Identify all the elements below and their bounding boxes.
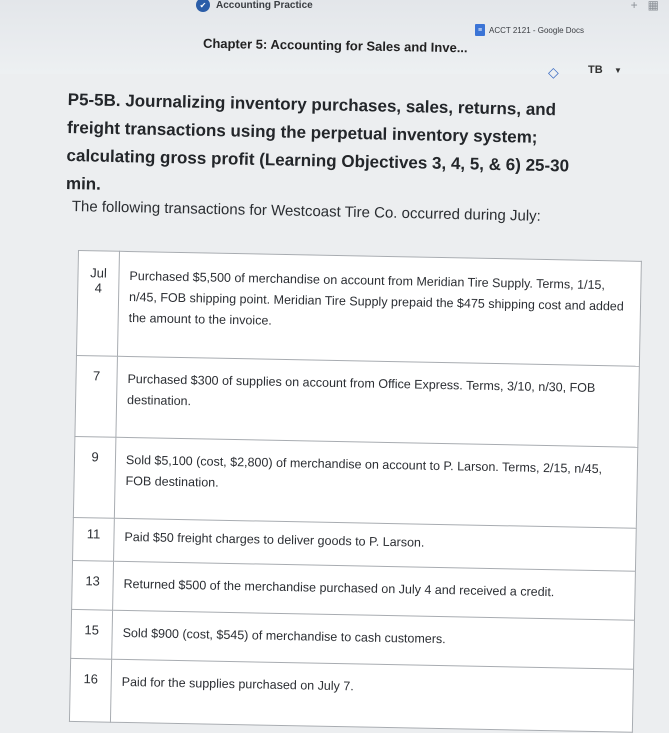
date-cell	[69, 658, 111, 722]
date-cell	[76, 251, 119, 357]
app-tab-label: Accounting Practice	[216, 0, 313, 11]
description-cell: Returned $500 of the merchandise purchased on July 4 and received a credit.	[113, 561, 636, 620]
table-row	[73, 436, 637, 528]
grid-icon[interactable]: ▦	[647, 0, 659, 12]
date-day: 4	[94, 280, 103, 296]
date-month: Jul	[90, 265, 108, 281]
description-cell: Sold $900 (cost, $545) of merchandise to cash customers.	[112, 610, 635, 669]
description-cell: Paid $50 freight charges to deliver goods to P. Larson.	[114, 518, 637, 571]
date-cell	[71, 609, 113, 659]
app-logo-icon: ✔	[196, 0, 210, 12]
table-row	[69, 658, 633, 732]
app-tab[interactable]	[196, 0, 313, 12]
problem-heading: P5-5B. Journalizing inventory purchases, sales, returns, and freight transactions using the perpetual inventory system; calculating gross profit (Learning Objectives 3, 4, 5, & 6) 25-30 min.	[65, 89, 570, 194]
problem-intro: The following transactions for Westcoast Tire Co. occurred during July:	[71, 198, 542, 225]
date-cell	[75, 355, 118, 437]
description-cell: Purchased $300 of supplies on account from Office Express. Terms, 3/10, n/30, FOB destination.	[116, 356, 639, 447]
browser-icons	[631, 0, 659, 12]
date-day: 9	[91, 449, 99, 465]
date-day: 15	[84, 622, 100, 638]
description-cell: Sold $5,100 (cost, $2,800) of merchandise on account to P. Larson. Terms, 2/15, n/45, FOB destination.	[114, 437, 637, 528]
table-row	[75, 355, 639, 447]
date-day: 11	[86, 526, 101, 542]
description-cell: Paid for the supplies purchased on July 7.	[110, 659, 633, 732]
transactions-table	[69, 250, 642, 733]
chevron-down-icon[interactable]: ▼	[614, 66, 622, 75]
plus-icon[interactable]: +	[630, 0, 638, 12]
date-day: 13	[85, 573, 101, 589]
date-cell	[72, 560, 114, 610]
description-cell: Purchased $5,500 of merchandise on account from Meridian Tire Supply. Terms, 1/15, n/45, FOB shipping point. Meridian Tire Supply prepaid the $475 shipping cost and added the amount to the invoice.	[117, 251, 641, 366]
doc-tab-label: ACCT 2121 - Google Docs	[489, 25, 585, 35]
doc-tab[interactable]	[475, 24, 584, 36]
date-day: 7	[92, 368, 101, 384]
docs-icon: ≡	[475, 24, 485, 36]
date-cell	[73, 517, 115, 561]
tag-icon[interactable]: ◇	[548, 64, 559, 80]
tag-label[interactable]: TB	[588, 64, 603, 76]
date-day: 16	[83, 671, 99, 687]
table-row	[76, 251, 641, 367]
browser-topbar	[0, 0, 669, 74]
page-title: Chapter 5: Accounting for Sales and Inve...	[202, 35, 468, 56]
date-cell	[73, 436, 116, 518]
